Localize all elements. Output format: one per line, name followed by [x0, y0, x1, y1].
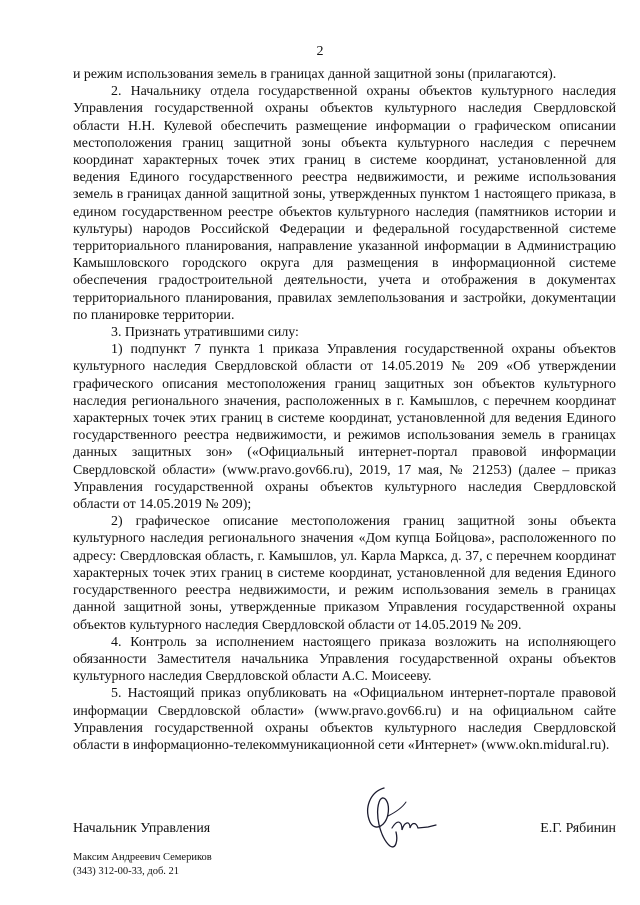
paragraph-continuation: и режим использования земель в границах данной защитной зоны (прилагаются).	[73, 67, 557, 82]
paragraph-item-5: 5. Настоящий приказ опубликовать на «Официальном интернет-портале правовой информации Свердловской области» (www.pravo.gov66.ru) и на официальном сайте Управления государственной охраны объектов культурного наследия Свердловской области в информационно-телекоммуникационной сети «Интернет» (www.okn.midural.ru).	[73, 686, 616, 753]
paragraph-item-2: 2. Начальнику отдела государственной охраны объектов культурного наследия Управления государственной охраны объектов культурного наследия Свердловской области Н.Н. Кулевой обеспечить размещение информации о графическом описании местоположения границ защитной зоны объекта культурного наследия с перечнем координат характерных точек этих границ в системе координат, установленной для ведения Единого государственного реестра недвижимости, и режиме использования земель в границах данной защитной зоны, утвержденных пунктом 1 настоящего приказа, в едином государственном реестре объектов культурного наследия (памятников истории и культуры) народов Российской Федерации и федеральной государственной системе территориального планирования, направление указанной информации в Администрацию Камышловского городского округа для размещения в информационной системе обеспечения градостроительной деятельности, учета и отображения в документах территориального планирования, правилах землепользования и застройки, документации по планировке территории.	[73, 84, 616, 323]
paragraph-item-3: 3. Признать утратившими силу:	[111, 325, 299, 341]
signatory-position: Начальник Управления	[73, 821, 211, 836]
paragraph-item-4: 4. Контроль за исполнением настоящего приказа возложить на исполняющего обязанности Заместителя начальника Управления государственной охраны объектов культурного наследия Свердловской области А.С. Моисееву.	[73, 634, 616, 685]
signatory-name: Е.Г. Рябинин	[540, 821, 616, 836]
executor-phone: (343) 312-00-33, доб. 21	[73, 866, 180, 877]
document-body	[73, 66, 616, 754]
paragraph-subitem-1: 1) подпункт 7 пункта 1 приказа Управления государственной охраны объектов культурного наследия Свердловской области от 14.05.2019 № 209 «Об утверждении графического описания местоположения границ защитных зон объектов культурного наследия регионального значения, расположенных в г. Камышлов, с перечнем координат характерных точек этих границ в системе координат, установленной для ведения Единого государственного реестра недвижимости, и режимов использования земель в границах данных защитных зон» («Официальный интернет-портал правовой информации Свердловской области» (www.pravo.gov66.ru), 2019, 17 мая, № 21253) (далее – приказ Управления государственной охраны объектов культурного наследия Свердловской области от 14.05.2019 № 209);	[73, 342, 616, 513]
executor-info	[73, 851, 212, 879]
signature-block	[73, 820, 616, 840]
page-number: 2	[316, 44, 324, 59]
executor-name: Максим Андреевич Семериков	[73, 852, 212, 863]
paragraph-subitem-2: 2) графическое описание местоположения границ защитной зоны объекта культурного наследия регионального значения «Дом купца Бойцова», расположенного по адресу: Свердловская область, г. Камышлов, ул. Карла Маркса, д. 37, с перечнем координат характерных точек этих границ в системе координат, установленной для ведения Единого государственного реестра недвижимости, и режим использования земель в границах данной защитной зоны, утвержденные приказом Управления государственной охраны объектов культурного наследия Свердловской области от 14.05.2019 № 209.	[73, 514, 616, 633]
handwritten-signature	[362, 782, 444, 854]
